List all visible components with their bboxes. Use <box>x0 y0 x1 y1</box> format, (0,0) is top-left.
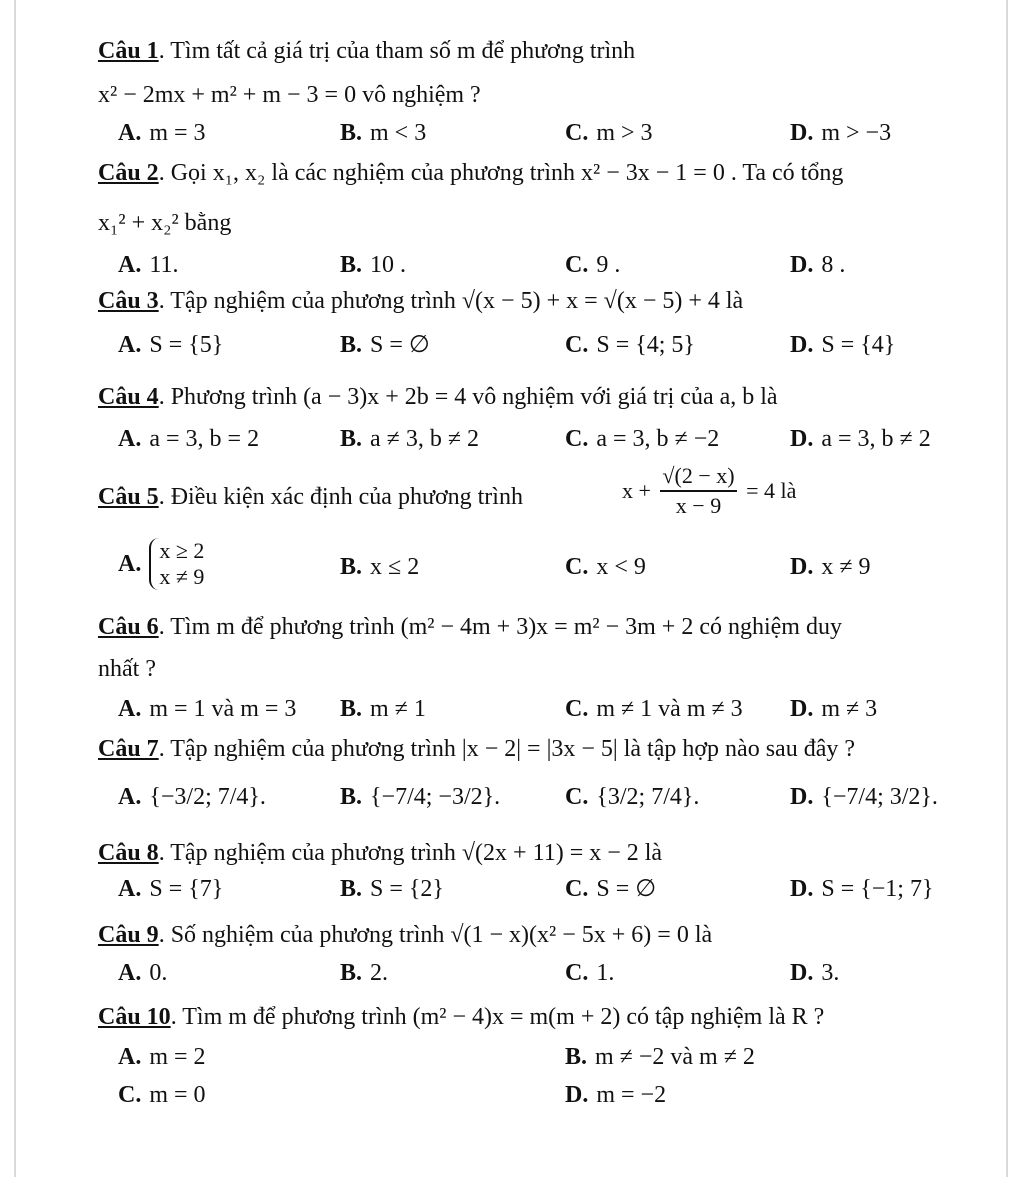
q4-option-d: D. a = 3, b ≠ 2 <box>790 426 931 452</box>
question-6-line-2: nhất ? <box>98 656 156 682</box>
page-border-left <box>14 0 16 1177</box>
q2-option-c: C. 9 . <box>565 252 621 278</box>
question-7-text: . Tập nghiệm của phương trình |x − 2| = |3x − 5| là tập hợp nào sau đây ? <box>158 736 855 762</box>
question-2-text: . Gọi x₁, x₂ là các nghiệm của phương trình x² − 3x − 1 = 0 . Ta có tổng <box>158 160 844 186</box>
q4-option-a: A. a = 3, b = 2 <box>118 426 260 452</box>
q3-option-a: A. S = {5} <box>118 332 224 358</box>
q4-option-c: C. a = 3, b ≠ −2 <box>565 426 720 452</box>
q5-option-d: D. x ≠ 9 <box>790 554 871 580</box>
q3-option-b: B. S = ∅ <box>340 332 430 358</box>
q6-option-a: A. m = 1 và m = 3 <box>118 696 297 722</box>
question-5-fraction <box>660 462 736 520</box>
question-10-label: Câu 10 <box>98 1004 171 1030</box>
fraction-denominator: x − 9 <box>675 493 722 518</box>
question-7-label: Câu 7 <box>98 736 159 762</box>
question-4-text: . Phương trình (a − 3)x + 2b = 4 vô nghiệm với giá trị của a, b là <box>158 384 778 410</box>
q4-option-b: B. a ≠ 3, b ≠ 2 <box>340 426 480 452</box>
q2-option-b: B. 10 . <box>340 252 407 278</box>
question-3-line-1 <box>98 286 743 316</box>
q9-option-c: C. 1. <box>565 960 615 986</box>
question-5-label: Câu 5 <box>98 484 159 510</box>
q6-option-b: B. m ≠ 1 <box>340 696 426 722</box>
q1-option-b: B. m < 3 <box>340 120 427 146</box>
question-2-line-2: x₁² + x₂² bằng <box>98 210 232 236</box>
question-1-line-2: x² − 2mx + m² + m − 3 = 0 vô nghiệm ? <box>98 82 481 108</box>
q8-option-d: D. S = {−1; 7} <box>790 876 934 902</box>
q1-option-d: D. m > −3 <box>790 120 892 146</box>
question-2-line-1 <box>98 158 843 188</box>
q10-option-c: C. m = 0 <box>118 1082 206 1108</box>
q10-option-b: B. m ≠ −2 và m ≠ 2 <box>565 1044 755 1070</box>
page-border-right <box>1006 0 1008 1177</box>
q6-option-c: C. m ≠ 1 và m ≠ 3 <box>565 696 743 722</box>
question-10-text: . Tìm m để phương trình (m² − 4)x = m(m + 2) có tập nghiệm là R ? <box>170 1004 825 1030</box>
question-1-line-1 <box>98 36 635 66</box>
question-5-text: . Điều kiện xác định của phương trình <box>158 484 523 510</box>
q3-option-d: D. S = {4} <box>790 332 896 358</box>
question-10-line-1 <box>98 1002 824 1032</box>
question-4-line-1 <box>98 382 778 412</box>
question-5-line-1 <box>98 482 523 512</box>
q10-option-d: D. m = −2 <box>565 1082 667 1108</box>
q8-option-b: B. S = {2} <box>340 876 444 902</box>
question-6-label: Câu 6 <box>98 614 159 640</box>
fraction-numerator: √(2 − x) <box>660 462 736 492</box>
q7-option-c: C. {3/2; 7/4}. <box>565 784 700 810</box>
q7-option-d: D. {−7/4; 3/2}. <box>790 784 938 810</box>
q6-option-d: D. m ≠ 3 <box>790 696 878 722</box>
question-1-label: Câu 1 <box>98 38 159 64</box>
q1-option-a: A. m = 3 <box>118 120 206 146</box>
question-8-text: . Tập nghiệm của phương trình √(2x + 11) = x − 2 là <box>158 840 663 866</box>
question-5-equation: x + $\frac{√(2 - x)}{x - 9}$ = 4 là <box>622 463 797 518</box>
question-6-line-1 <box>98 612 842 642</box>
q9-option-d: D. 3. <box>790 960 840 986</box>
q2-option-a: A. 11. <box>118 252 179 278</box>
question-6-text: . Tìm m để phương trình (m² − 4m + 3)x = m² − 3m + 2 có nghiệm duy <box>158 614 842 640</box>
q9-option-a: A. 0. <box>118 960 168 986</box>
q2-option-d: D. 8 . <box>790 252 846 278</box>
question-2-label: Câu 2 <box>98 160 159 186</box>
question-3-label: Câu 3 <box>98 288 159 314</box>
question-4-label: Câu 4 <box>98 384 159 410</box>
q1-option-c: C. m > 3 <box>565 120 653 146</box>
question-8-line-1 <box>98 838 662 868</box>
q7-option-b: B. {−7/4; −3/2}. <box>340 784 501 810</box>
question-9-label: Câu 9 <box>98 922 159 948</box>
question-9-text: . Số nghiệm của phương trình √(1 − x)(x² − 5x + 6) = 0 là <box>158 922 713 948</box>
q7-option-a: A. {−3/2; 7/4}. <box>118 784 266 810</box>
q5-option-a-system: x ≥ 2 x ≠ 9 <box>149 538 204 590</box>
q5-option-a: A. x ≥ 2 x ≠ 9 <box>118 538 205 589</box>
q10-option-a: A. m = 2 <box>118 1044 206 1070</box>
q9-option-b: B. 2. <box>340 960 389 986</box>
question-8-label: Câu 8 <box>98 840 159 866</box>
question-3-text: . Tập nghiệm của phương trình √(x − 5) + x = √(x − 5) + 4 là <box>158 288 744 314</box>
q5-option-b: B. x ≤ 2 <box>340 554 420 580</box>
question-7-line-1 <box>98 734 855 764</box>
q8-option-a: A. S = {7} <box>118 876 224 902</box>
question-1-text: . Tìm tất cả giá trị của tham số m để phương trình <box>158 38 636 64</box>
question-9-line-1 <box>98 920 712 950</box>
q3-option-c: C. S = {4; 5} <box>565 332 695 358</box>
q5-option-c: C. x < 9 <box>565 554 646 580</box>
q8-option-c: C. S = ∅ <box>565 876 657 902</box>
